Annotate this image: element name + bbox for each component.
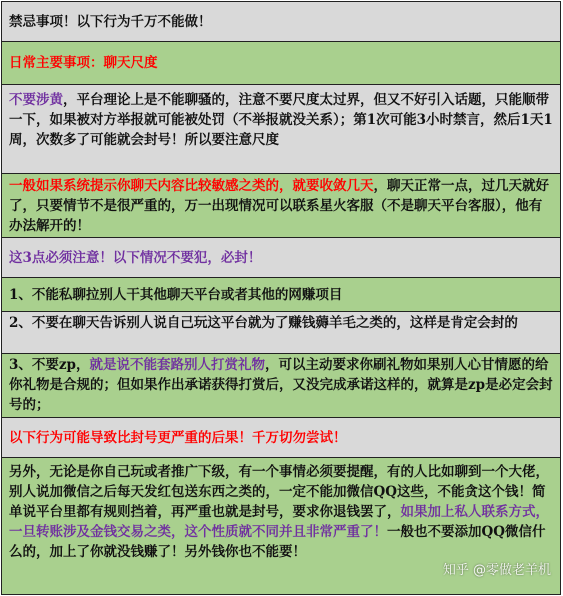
- row-text: 以下行为可能导致比封号更严重的后果！千万切勿尝试！: [9, 429, 347, 446]
- row-text: 另外，无论是你自己玩或者推广下级，有一个事情必须要提醒，有的人比如聊到一个大佬，别人说加微信之后每天发红包送东西之类的，一定不能加微信QQ这些，不能贪这个钱！简单说平台里都有规则挡着，再严重也就是封号，要求你退钱罢了，: [9, 464, 549, 520]
- row-text: 2、不要在聊天告诉别人说自己玩这平台就为了赚钱薅羊毛之类的，这样是肯定会封的: [9, 315, 518, 331]
- row-text-highlight: 就是说不能套路别人打赏礼物: [89, 357, 265, 373]
- row-text: 日常主要事项：聊天尺度: [9, 55, 158, 71]
- row-text-highlight: 一般如果系统提示你聊天内容比较敏感之类的，就要收敛几天: [9, 178, 374, 194]
- row-text: 3、不要zp，: [9, 357, 90, 373]
- row-text: ，平台理论上是不能聊骚的，注意不要尺度太过界，但又不好引入话题，只能顺带一下，如果被对方举报就可能被处罚（不举报就没关系）；第1次可能3小时禁言，然后1天1周，次数多了可能就会封号！所以要注意尺度: [9, 92, 553, 148]
- table-row-rule-3: [2, 354, 560, 418]
- table-row-chat-scale-heading: [2, 42, 560, 85]
- table-row-no-porn: [2, 85, 560, 174]
- row-text: ，可以主动要求你刷礼物如果别人心甘情愿的给你礼物是合规的；但如果作出承诺获得打赏后，又没完成承诺这样的，就算是zp是必定会封号的；: [9, 357, 553, 413]
- row-text: 一般也不要添加QQ微信什么的，加上了你就没钱赚了！另外钱你也不能要！: [9, 524, 546, 560]
- row-text: ，聊天正常一点，过几天就好了，只要情节不是很严重的，万一出现情况可以联系星火客服（不是聊天平台客服），他有办法解开的！: [9, 178, 549, 234]
- table-row-sensitive-warning: [2, 174, 560, 238]
- rules-table: [1, 1, 561, 595]
- table-row-rule-2: [2, 312, 560, 354]
- zhihu-watermark: 知乎 @零做老羊机: [442, 563, 551, 578]
- row-text: 这3点必须注意！以下情况不要犯，必封！: [9, 249, 262, 266]
- table-row-three-points-heading: [2, 238, 560, 278]
- row-text-highlight: 如果加上私人联系方式，一旦转账涉及金钱交易之类，这个性质就不同并且非常严重了！: [9, 504, 549, 540]
- table-row-banned-title: [2, 2, 560, 42]
- table-row-severe-consequence-heading: [2, 418, 560, 458]
- row-text-highlight: 不要涉黄: [9, 92, 63, 108]
- row-text: 1、不能私聊拉别人干其他聊天平台或者其他的网赚项目: [9, 286, 343, 303]
- row-text: 禁忌事项！以下行为千万不能做！: [9, 13, 212, 30]
- table-row-rule-1: [2, 278, 560, 312]
